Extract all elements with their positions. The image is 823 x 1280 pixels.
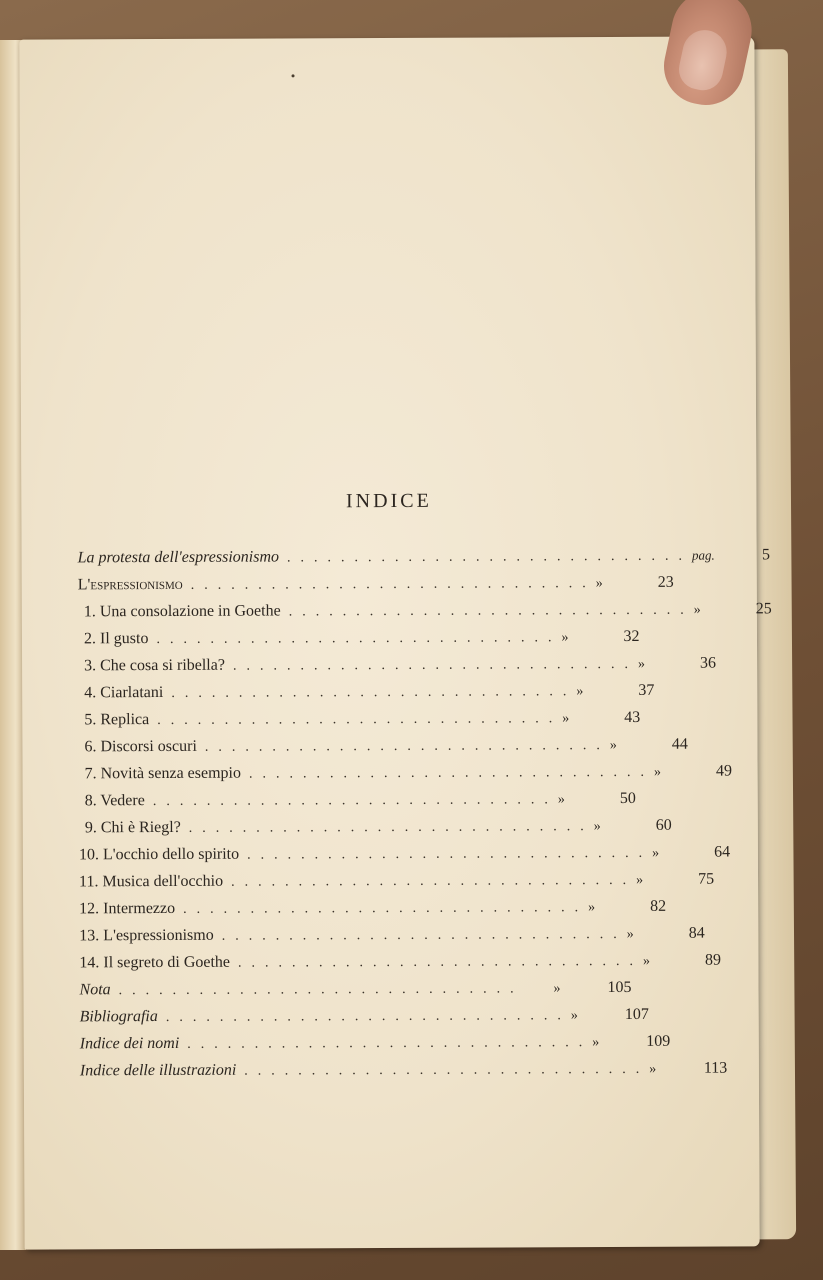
toc-entry-label: 4. Ciarlatani <box>84 683 164 702</box>
toc-entry-label: 11. Musica dell'occhio <box>79 872 224 891</box>
toc-entry-label: 13. L'espressionismo <box>79 926 214 945</box>
toc-entry-prefix: » <box>595 576 603 592</box>
dot-leader: .............................. <box>244 1061 650 1079</box>
toc-entry-page: 109 <box>646 1032 671 1050</box>
toc-entry-page: 37 <box>638 681 655 699</box>
toc-entry-label: 8. Vedere <box>84 792 145 810</box>
toc-entry-label: 9. Chi è Riegl? <box>84 818 181 837</box>
dot-leader: .............................. <box>183 900 589 917</box>
toc-entry <box>79 816 672 846</box>
toc-entry-page: 36 <box>699 654 716 672</box>
toc-entry-label: Nota <box>79 981 111 999</box>
dot-leader: .............................. <box>221 926 627 944</box>
toc-entry-prefix: » <box>561 630 569 646</box>
toc-entry <box>77 573 674 603</box>
dot-leader: .............................. <box>288 602 694 620</box>
toc-entry <box>79 1032 671 1062</box>
toc-entry <box>78 627 640 657</box>
toc-entry <box>79 870 715 900</box>
toc-entry-prefix: » <box>557 792 565 808</box>
toc-entry <box>79 1059 728 1089</box>
dot-leader: .............................. <box>152 792 558 810</box>
toc-entry-label: Indice dei nomi <box>79 1034 180 1053</box>
toc-entry-prefix: » <box>652 845 660 861</box>
toc-entry-page: 49 <box>715 762 733 780</box>
toc-entry-page: 5 <box>761 546 771 564</box>
table-of-contents <box>77 546 772 1089</box>
toc-entry <box>78 735 688 765</box>
toc-entry-prefix: » <box>562 711 570 727</box>
toc-entry <box>79 789 636 819</box>
toc-entry-page: 64 <box>714 843 731 861</box>
toc-entry-page: 105 <box>607 978 632 997</box>
dot-leader: .............................. <box>247 845 653 863</box>
toc-entry-label: 5. Replica <box>84 711 150 729</box>
toc-entry-prefix: » <box>592 1035 600 1051</box>
toc-entry-prefix: » <box>553 981 561 997</box>
toc-entry-prefix: » <box>626 926 634 942</box>
toc-entry <box>79 951 722 981</box>
book-page <box>19 36 772 1249</box>
page-speck <box>292 74 295 77</box>
toc-entry <box>78 654 716 684</box>
toc-entry-prefix: » <box>576 684 584 700</box>
toc-entry <box>78 681 655 711</box>
toc-entry <box>79 924 705 954</box>
toc-entry-page: 44 <box>671 735 688 753</box>
dot-leader: .............................. <box>118 981 524 999</box>
toc-entry-prefix: » <box>637 656 645 672</box>
dot-leader: .............................. <box>188 819 594 836</box>
toc-entry-label: L'espressionismo <box>77 575 183 594</box>
dot-leader: .............................. <box>237 953 644 971</box>
toc-entry <box>79 979 631 1008</box>
toc-entry <box>79 1005 649 1035</box>
dot-leader: .............................. <box>231 872 637 890</box>
toc-entry-page: 60 <box>655 816 672 834</box>
toc-entry-page: 43 <box>624 708 641 726</box>
toc-entry-page: 25 <box>755 600 772 618</box>
toc-entry-page: 113 <box>703 1059 728 1077</box>
dot-leader: .............................. <box>165 1008 571 1025</box>
toc-entry-label: 12. Intermezzo <box>79 899 176 918</box>
toc-entry-label: 10. L'occhio dello spirito <box>78 845 240 864</box>
toc-entry-label: 2. Il gusto <box>83 630 149 648</box>
toc-entry-prefix: » <box>653 764 662 780</box>
dot-leader: .............................. <box>157 711 563 729</box>
toc-entry-page: 75 <box>698 870 715 888</box>
toc-entry-label: 1. Una consolazione in Goethe <box>83 602 281 621</box>
dot-leader: .............................. <box>248 764 655 782</box>
dot-leader: .............................. <box>156 630 562 648</box>
toc-entry-prefix: » <box>642 953 651 969</box>
toc-entry <box>78 708 641 738</box>
toc-entry <box>77 546 771 576</box>
toc-entry-page: 32 <box>623 627 640 645</box>
toc-entry-page: 89 <box>704 951 722 969</box>
dot-leader: .............................. <box>187 1035 593 1052</box>
toc-entry-prefix: pag. <box>691 547 715 563</box>
toc-entry-label: Bibliografia <box>79 1008 158 1026</box>
toc-entry-page: 107 <box>624 1005 649 1023</box>
index-title: INDICE <box>345 489 432 513</box>
toc-entry-page: 23 <box>657 573 674 591</box>
toc-entry <box>78 843 731 873</box>
toc-entry-prefix: » <box>693 602 701 618</box>
toc-entry-page: 50 <box>619 789 636 807</box>
toc-entry-label: 6. Discorsi oscuri <box>84 737 197 756</box>
dot-leader: .............................. <box>232 656 638 674</box>
toc-entry-prefix: » <box>570 1008 578 1024</box>
dot-leader: .............................. <box>171 684 577 701</box>
toc-entry-label: Indice delle illustrazioni <box>79 1061 237 1080</box>
dot-leader: .............................. <box>204 738 610 755</box>
toc-entry <box>78 600 772 630</box>
toc-entry-page: 84 <box>688 924 705 942</box>
toc-entry-prefix: » <box>588 900 596 916</box>
toc-entry-prefix: » <box>609 738 617 754</box>
toc-entry-page: 82 <box>650 897 667 915</box>
dot-leader: .............................. <box>286 548 693 566</box>
dot-leader: .............................. <box>190 576 596 593</box>
toc-entry-prefix: » <box>593 819 601 835</box>
toc-entry-prefix: » <box>649 1061 657 1077</box>
toc-entry <box>79 897 667 927</box>
toc-entry-label: 14. Il segreto di Goethe <box>79 953 231 972</box>
toc-entry-label: 7. Novità senza esempio <box>84 764 242 783</box>
toc-entry <box>79 762 733 792</box>
toc-entry-prefix: » <box>636 872 644 888</box>
toc-entry-label: La protesta dell'espressionismo <box>77 548 280 567</box>
toc-entry-label: 3. Che cosa si ribella? <box>84 656 225 675</box>
